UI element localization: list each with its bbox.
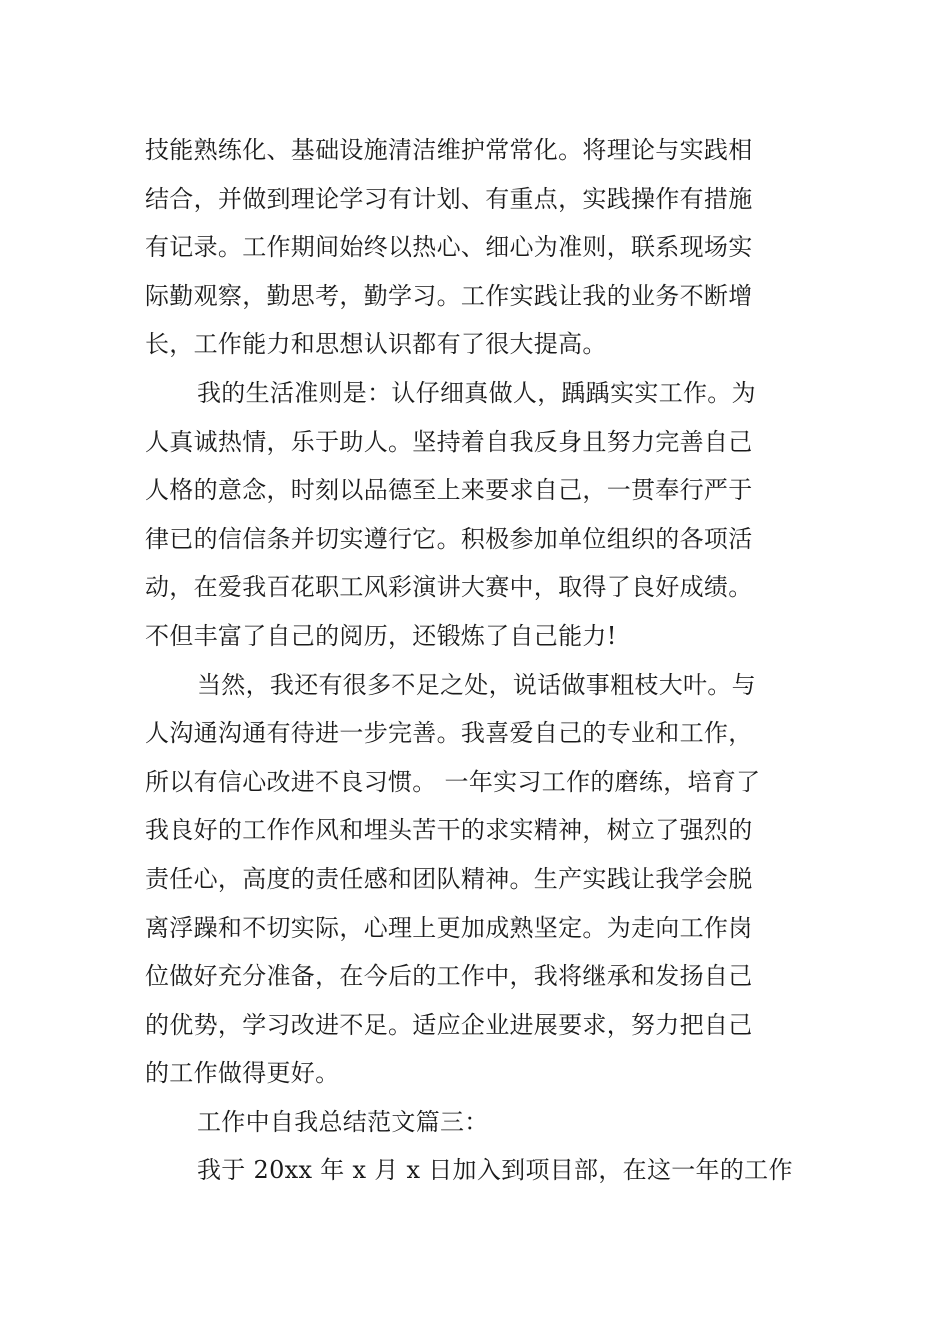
section-heading: 工作中自我总结范文篇三： xyxy=(197,1107,489,1136)
text-line: 不但丰富了自己的阅历，还锻炼了自己能力! xyxy=(145,621,617,650)
text-line: 离浮躁和不切实际，心理上更加成熟坚定。为走向工作岗 xyxy=(145,913,753,942)
text-line: 位做好充分准备，在今后的工作中，我将继承和发扬自己 xyxy=(145,962,753,991)
text-line: 结合，并做到理论学习有计划、有重点，实践操作有措施 xyxy=(145,184,753,213)
text-line: 人沟通沟通有待进一步完善。我喜爱自己的专业和工作， xyxy=(145,719,753,748)
text-line: 所以有信心改进不良习惯。 一年实习工作的磨练，培育了 xyxy=(145,767,761,796)
paragraph-start-line: 我于 20xx 年 x 月 x 日加入到项目部，在这一年的工作 xyxy=(197,1156,793,1185)
text-line: 人格的意念，时刻以品德至上来要求自己，一贯奉行严于 xyxy=(145,476,753,505)
text-line: 的工作做得更好。 xyxy=(145,1059,340,1088)
text-line: 的优势，学习改进不足。适应企业进展要求，努力把自己 xyxy=(145,1010,753,1039)
text-line: 有记录。工作期间始终以热心、细心为准则，联系现场实 xyxy=(145,233,753,262)
text-line: 际勤观察，勤思考，勤学习。工作实践让我的业务不断增 xyxy=(145,281,753,310)
text-line: 技能熟练化、基础设施清洁维护常常化。将理论与实践相 xyxy=(145,136,753,164)
paragraph-start-line: 当然，我还有很多不足之处，说话做事粗枝大叶。与 xyxy=(197,670,756,699)
document-body xyxy=(145,126,810,1195)
text-line: 责任心，高度的责任感和团队精神。生产实践让我学会脱 xyxy=(145,864,753,893)
text-line: 律已的信信条并切实遵行它。积极参加单位组织的各项活 xyxy=(145,524,753,553)
text-line: 我良好的工作作风和埋头苦干的求实精神，树立了强烈的 xyxy=(145,816,753,845)
text-line: 动，在爱我百花职工风彩演讲大赛中，取得了良好成绩。 xyxy=(145,573,753,602)
text-line: 长，工作能力和思想认识都有了很大提高。 xyxy=(145,330,607,359)
text-line: 人真诚热情，乐于助人。坚持着自我反身且努力完善自己 xyxy=(145,427,753,456)
paragraph-start-line: 我的生活准则是：认仔细真做人，踽踽实实工作。为 xyxy=(197,378,756,407)
